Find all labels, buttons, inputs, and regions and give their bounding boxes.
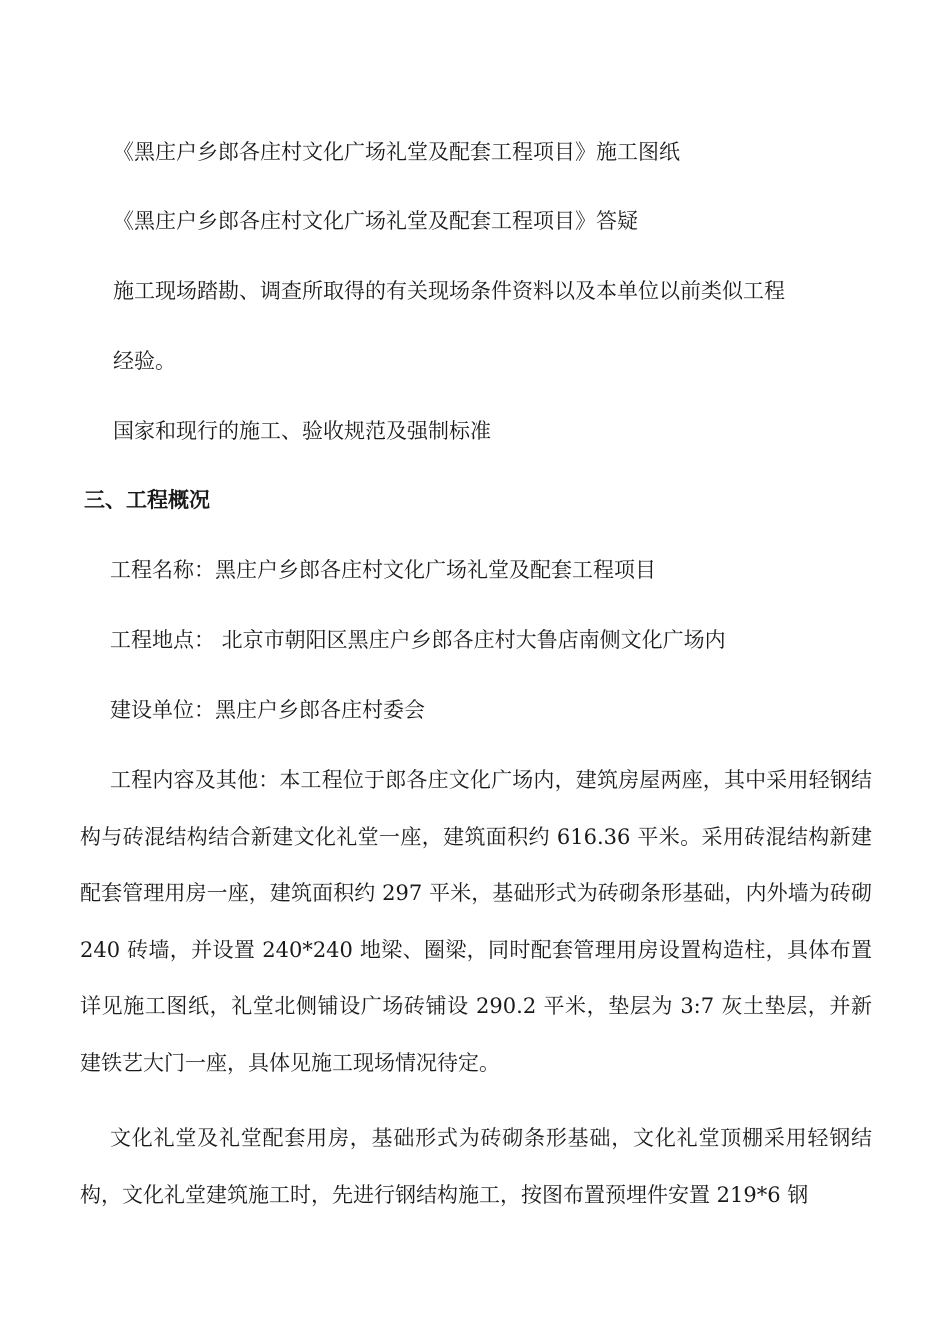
reference-item-drawings: 《黑庄户乡郎各庄村文化广场礼堂及配套工程项目》施工图纸 xyxy=(113,140,680,164)
project-content-paragraph: 工程内容及其他：本工程位于郎各庄文化广场内，建筑房屋两座，其中采用轻钢结构与砖混结构结合新建文化礼堂一座，建筑面积约 616.36 平米。采用砖混结构新建配套管理用房一座，建筑面积约 297 平米，基础形式为砖砌条形基础，内外墙为砖砌 240 砖墙，并设置 240*240 地梁、圈梁，同时配套管理用房设置构造柱，具体布置详见施工图纸，礼堂北侧铺设广场砖铺设 290.2 平米，垫层为 3:7 灰土垫层，并新建铁艺大门一座，具体见施工现场情况待定。 xyxy=(80,768,872,1075)
reference-item-standards: 国家和现行的施工、验收规范及强制标准 xyxy=(113,419,491,443)
section-heading-project-overview: 三、工程概况 xyxy=(84,488,210,512)
reference-item-qa: 《黑庄户乡郎各庄村文化广场礼堂及配套工程项目》答疑 xyxy=(113,209,638,233)
construction-unit: 建设单位：黑庄户乡郎各庄村委会 xyxy=(110,698,425,722)
project-location: 工程地点： 北京市朝阳区黑庄户乡郎各庄村大鲁店南侧文化广场内 xyxy=(110,628,726,652)
reference-item-site-survey-line1: 施工现场踏勘、调查所取得的有关现场条件资料以及本单位以前类似工程 xyxy=(113,279,785,303)
project-name: 工程名称：黑庄户乡郎各庄村文化广场礼堂及配套工程项目 xyxy=(110,558,656,582)
reference-item-site-survey-line2: 经验。 xyxy=(113,349,176,373)
foundation-paragraph: 文化礼堂及礼堂配套用房，基础形式为砖砌条形基础，文化礼堂顶棚采用轻钢结构，文化礼堂建筑施工时，先进行钢结构施工，按图布置预埋件安置 219*6 钢 xyxy=(80,1126,872,1207)
